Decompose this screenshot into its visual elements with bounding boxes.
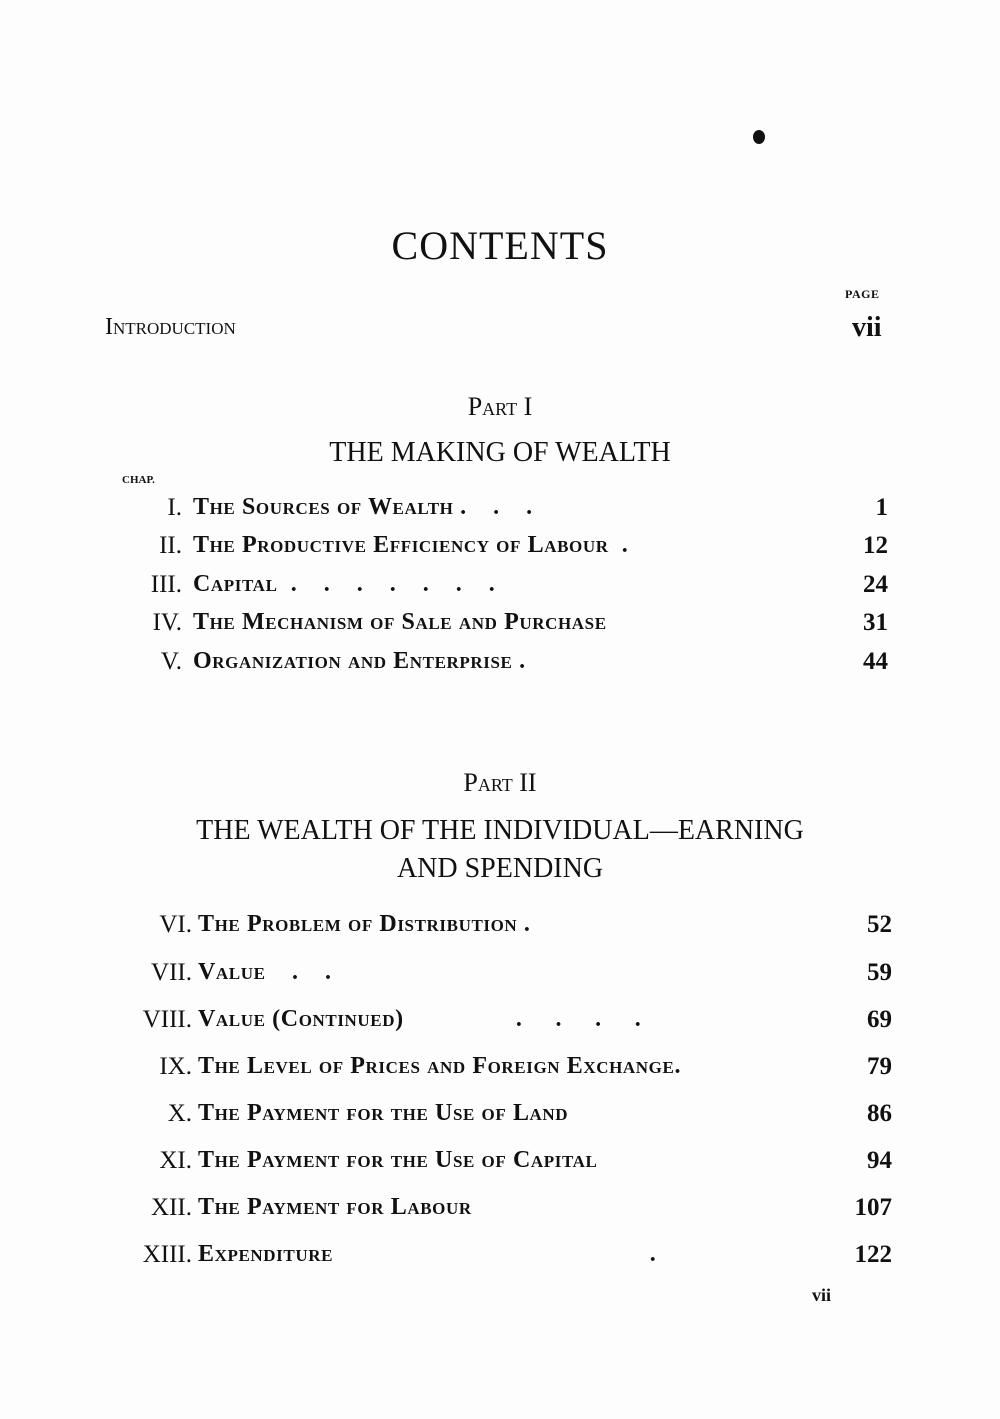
chapter-number: II.	[159, 532, 182, 559]
chapter-title: The Mechanism of Sale and Purchase	[193, 609, 607, 635]
chapter-title: Organization and Enterprise .	[193, 648, 526, 674]
toc-entry	[0, 571, 1000, 605]
chapter-number: XII.	[151, 1194, 192, 1221]
chapter-number: IV.	[152, 609, 182, 636]
toc-entry	[0, 1100, 1000, 1134]
page-column-header: PAGE	[845, 287, 880, 301]
chapter-number: VIII.	[142, 1006, 192, 1033]
chapter-page: 31	[863, 609, 888, 636]
chapter-number: I.	[167, 494, 182, 521]
chapter-page: 69	[867, 1006, 892, 1033]
toc-entry	[0, 1053, 1000, 1087]
chapter-page: 79	[867, 1053, 892, 1080]
chapter-page: 12	[863, 532, 888, 559]
toc-entry	[0, 532, 1000, 566]
chapter-number: XIII.	[142, 1241, 192, 1268]
chapter-title: The Level of Prices and Foreign Exchange.	[198, 1053, 682, 1079]
chapter-number: IX.	[159, 1053, 192, 1080]
chapter-title: The Productive Efficiency of Labour .	[193, 532, 629, 558]
page-title: CONTENTS	[391, 223, 609, 268]
chapter-title: Value . .	[198, 959, 332, 985]
chapter-number: VII.	[151, 959, 192, 986]
chapter-number: III.	[150, 571, 182, 598]
toc-entry	[0, 959, 1000, 993]
chapter-title: The Payment for Labour	[198, 1194, 472, 1220]
chapter-page: 52	[867, 911, 892, 938]
introduction-page: vii	[852, 312, 882, 343]
chapter-title: Expenditure .	[198, 1241, 657, 1267]
toc-entry	[0, 1241, 1000, 1275]
chapter-title: Value (Continued) . . . .	[198, 1006, 642, 1032]
introduction-label: Introduction	[105, 314, 236, 340]
part-2-label: Part II	[463, 768, 537, 797]
chapter-page: 24	[863, 571, 888, 598]
toc-entry	[0, 609, 1000, 643]
part-1-title: THE MAKING OF WEALTH	[329, 437, 671, 468]
chapter-page: 94	[867, 1147, 892, 1174]
toc-entry	[0, 494, 1000, 528]
toc-entry	[0, 1147, 1000, 1181]
chapter-number: XI.	[159, 1147, 192, 1174]
chapter-page: 122	[854, 1241, 892, 1268]
chapter-number: V.	[160, 648, 182, 675]
part-2-title-line1: THE WEALTH OF THE INDIVIDUAL—EARNING	[196, 815, 804, 846]
chapter-page: 107	[854, 1194, 892, 1221]
toc-entry	[0, 648, 1000, 682]
chapter-title: Capital . . . . . . .	[193, 571, 496, 597]
chapter-page: 86	[867, 1100, 892, 1127]
chapter-title: The Sources of Wealth . . .	[193, 494, 533, 520]
chapter-title: The Payment for the Use of Land	[198, 1100, 569, 1126]
folio-number: vii	[812, 1285, 832, 1305]
chapter-page: 44	[863, 648, 888, 675]
chapter-page: 1	[875, 494, 888, 521]
chapter-number: X.	[167, 1100, 192, 1127]
toc-entry	[0, 911, 1000, 945]
part-2-title-line2: AND SPENDING	[396, 853, 604, 884]
toc-entry	[0, 1194, 1000, 1228]
chapter-column-header: CHAP.	[122, 474, 155, 486]
ink-dot	[753, 130, 765, 144]
part-1-label: Part I	[467, 392, 533, 421]
chapter-number: VI.	[159, 911, 192, 938]
chapter-page: 59	[867, 959, 892, 986]
chapter-title: The Payment for the Use of Capital	[198, 1147, 598, 1173]
toc-entry	[0, 1006, 1000, 1040]
chapter-title: The Problem of Distribution .	[198, 911, 531, 937]
